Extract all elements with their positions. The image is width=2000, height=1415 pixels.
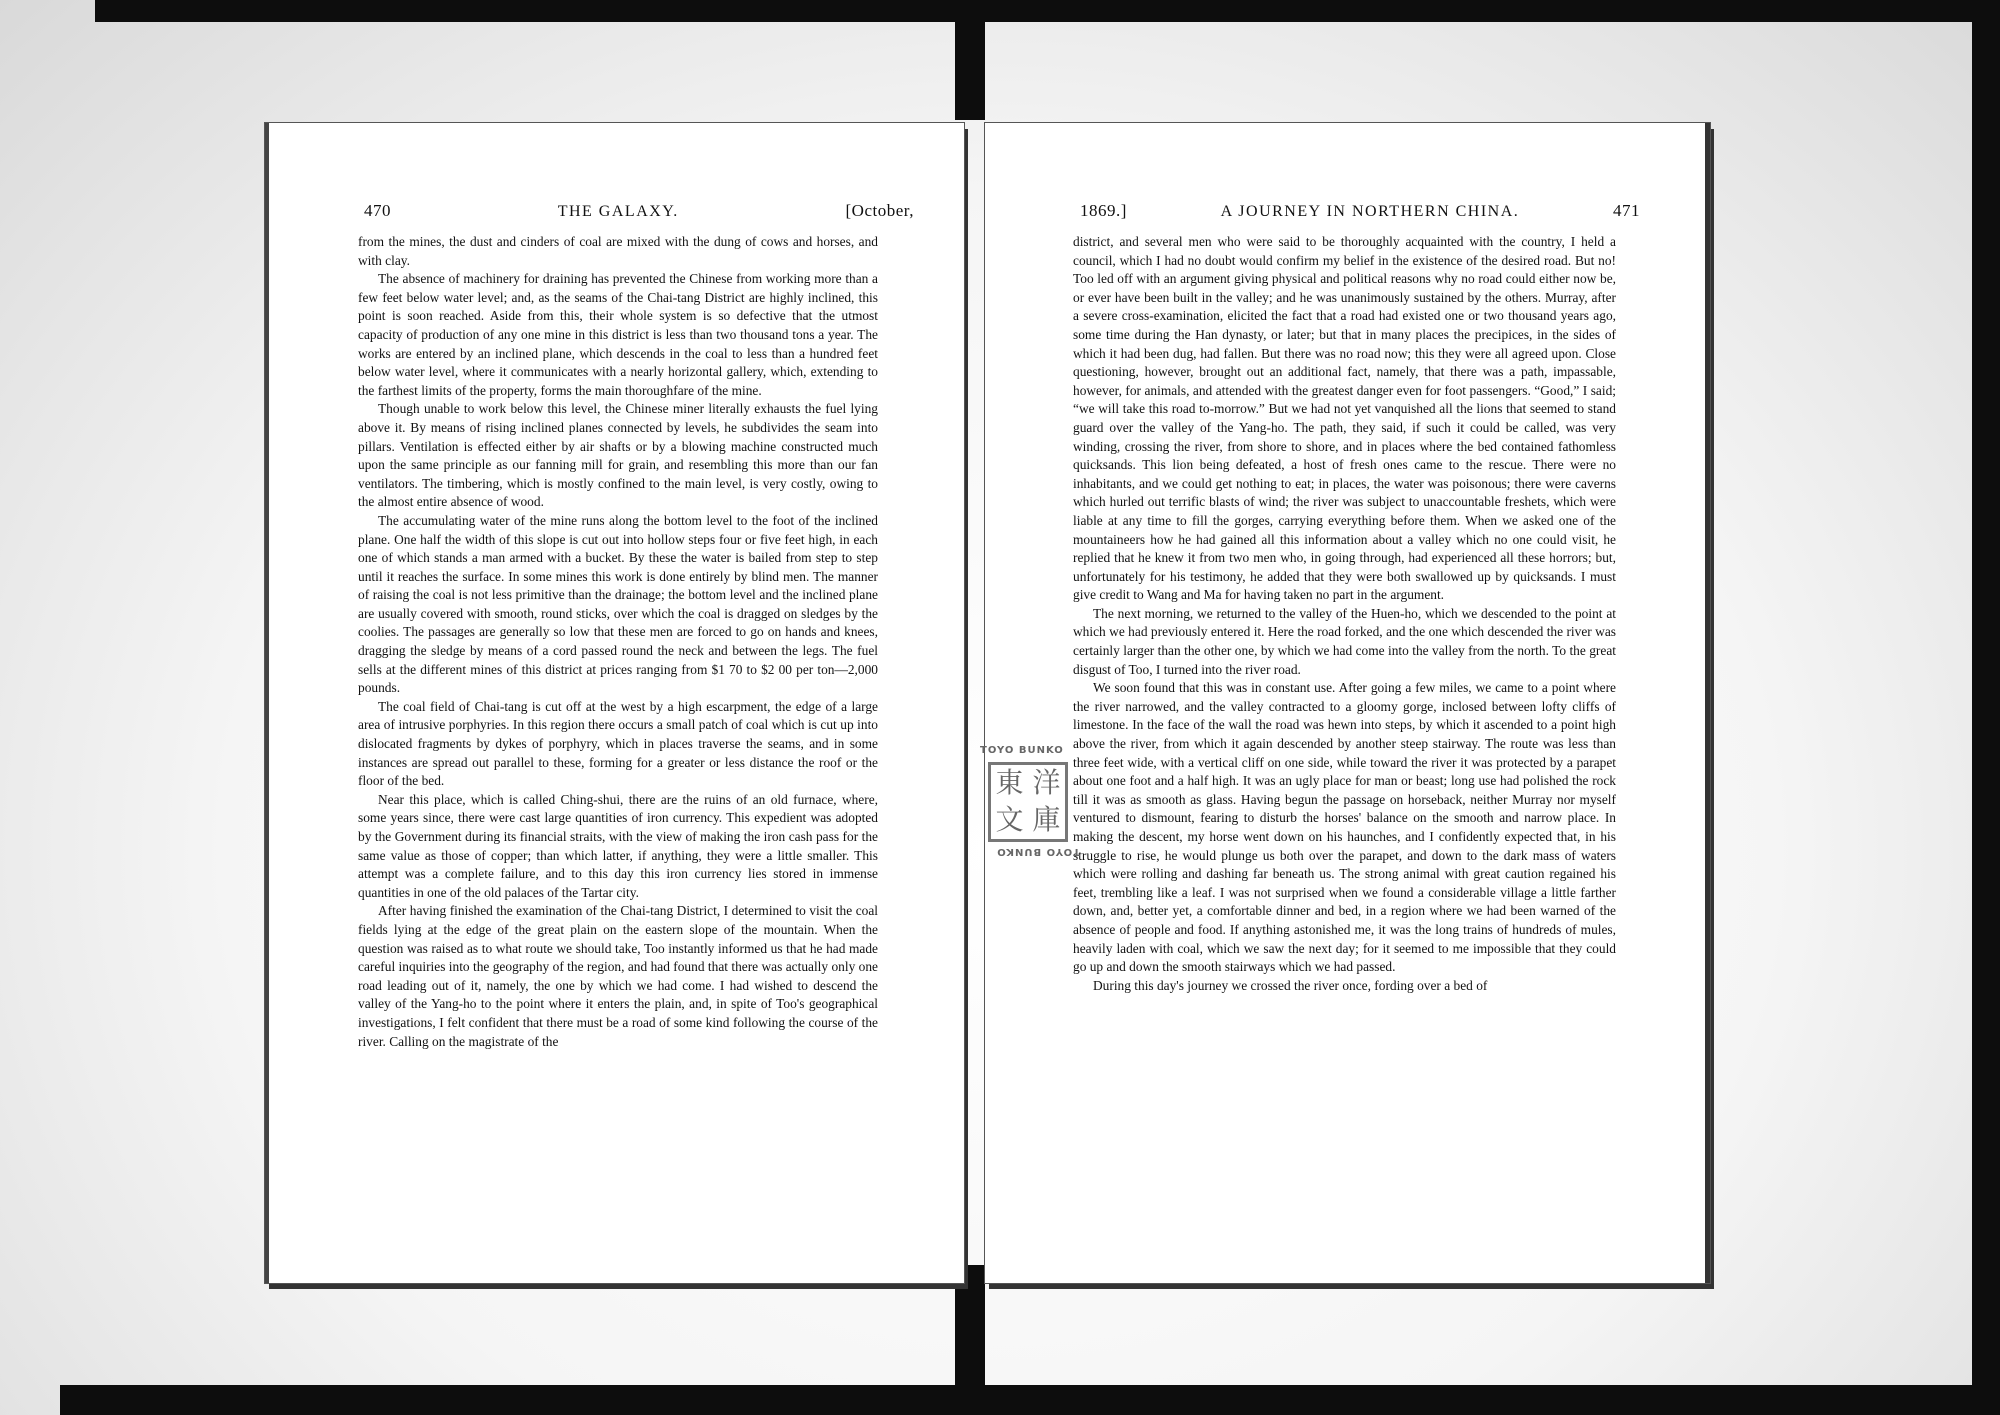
scanner-edge-right bbox=[1972, 0, 2000, 1415]
running-title: THE GALAXY. bbox=[557, 203, 679, 220]
paragraph: After having finished the examination of the Chai-tang District, I determined to visit the coal fields lying at the edge of the great plain on the eastern slope of the mountain. When the question was raised as to what route we should take, Too instantly informed us that he had made careful inquiries into the geography of the region, and had found that there was actually only one road leading out of it, namely, the one by which we had come. I had wished to descend the valley of the Yang-ho to the point where it enters the plain, and, in spite of Too's geographical investigations, I felt confident that there must be a road of some kind following the course of the river. Calling on the magistrate of the bbox=[358, 903, 878, 1049]
paragraph: Though unable to work below this level, the Chinese miner literally exhausts the fuel lying above it. By means of rising inclined planes connected by levels, he subdivides the seam into pillars. Ventilation is effected either by air shafts or by a blowing machine constructed much upon the same principle as our fanning mill for grain, and resembling this more than our fan ventilators. The timbering, which is mostly confined to the main level, is very costly, owing to the almost entire absence of wood. bbox=[358, 401, 878, 510]
stamp-glyph: 東 bbox=[995, 766, 1024, 799]
left-page-header bbox=[269, 201, 964, 221]
left-page-body bbox=[358, 233, 878, 1051]
paragraph: We soon found that this was in constant use. After going a few miles, we came to a point where the river narrowed, and the valley contracted to a gloomy gorge, inclosed between lofty cliffs of limestone. In the face of the wall the road was hewn into steps, by which it ascended to a point high above the river, from which it again descended by another steep stairway. The route was less than three feet wide, with a vertical cliff on one side, while toward the river it was protected by a parapet about one foot and a half high. It was an ugly place for man or beast; long use had polished the rock till it was as smooth as glass. Having begun the passage on horseback, neither Murray nor myself ventured to dismount, fearing to disturb the horses' balance on the smooth and narrow place. In making the descent, my horse went down on his haunches, and I confidently expected that, in his struggle to rise, he would plunge us both over the parapet, and down to the dark mass of waters which were rolling and dashing far beneath us. The strong animal with great caution regained his feet, trembling like a leaf. I was not surprised when we found a considerable village a little farther down, and, better yet, a comfortable dinner and bed, in a region where we had been warned of the absence of people and food. If anything astonished me, it was the long trains of hundreds of mules, heavily laden with coal, which we saw the next day; for it seemed to me impossible that they could go up and down the smooth stairways which we had passed. bbox=[1073, 680, 1616, 975]
date-label: 1869.] bbox=[1080, 201, 1127, 220]
date-label: [October, bbox=[845, 201, 914, 220]
stamp-glyph: 庫 bbox=[1032, 803, 1061, 836]
paragraph: district, and several men who were said to be thoroughly acquainted with the country, I held a council, which I had no doubt would confirm my belief in the existence of the desired road. But no! Too led off with an argument giving physical and political reasons why no road could either now be, or ever have been built in the valley; and he was unanimously sustained by the others. Murray, after a severe cross-examination, elicited the fact that a road had existed one or two thousand years ago, some time during the Han dynasty, or later; but that in many places the precipices, in the sides of which it had been dug, had fallen. But there was no road now; this they were all agreed upon. Close questioning, however, brought out an additional fact, namely, that there was a path, impassable, however, for animals, and attended with the greatest danger even for foot passengers. “Good,” I said; “we will take this road to-morrow.” But we had not yet vanquished all the lions that seemed to stand guard over the valley of the Yang-ho. The path, they said, if such it could be called, was very winding, crossing the river, from shore to shore, and in places where the bed contained fathomless quicksands. This lion being defeated, a host of fresh ones came to the rescue. There were no inhabitants, and we could get nothing to eat; in places, the water was poisonous; there were caverns which hurled out terrific blasts of wind; the river was subject to unaccountable freshets, which were liable at any time to fill the gorges, carrying everything before them. When we asked one of the mountaineers how he had gained all this information about a valley which no one could visit, he replied that he knew it from two men who, in going through, had experienced all these horrors; but, unfortunately for his testimony, he added that they were both swallowed up by quicksands. I must give credit to Wang and Ma for having taken no part in the argument. bbox=[1073, 234, 1616, 603]
library-stamp bbox=[980, 745, 1080, 870]
gutter-shadow-top bbox=[955, 0, 985, 120]
right-page bbox=[985, 123, 1710, 1283]
paragraph: During this day's journey we crossed the river once, fording over a bed of bbox=[1093, 977, 1488, 993]
paragraph: Near this place, which is called Ching-shui, there are the ruins of an old furnace, where, some years since, there were cast large quantities of iron currency. This expedient was adopted by the Government during its financial straits, with the view of making the iron cash pass for the same value as those of copper; than which latter, if anything, they were a little smaller. This attempt was a complete failure, and to this day this iron currency lies stored in immense quantities in one of the old palaces of the Tartar city. bbox=[358, 791, 878, 900]
scanner-edge-top bbox=[95, 0, 1990, 22]
right-page-body bbox=[1073, 233, 1616, 995]
gutter-shadow-bottom bbox=[955, 1265, 985, 1395]
stamp-bottom-text: TOYO BUNKO bbox=[996, 846, 1080, 857]
page-number: 470 bbox=[364, 201, 391, 220]
page-number: 471 bbox=[1613, 201, 1640, 220]
scanner-edge-bottom bbox=[60, 1385, 1990, 1415]
paragraph: The accumulating water of the mine runs along the bottom level to the foot of the inclined plane. One half the width of this slope is cut out into hollow steps four or five feet high, in each one of which stands a man armed with a bucket. By these the water is bailed from step to step until it reaches the surface. In some mines this work is done entirely by blind men. The manner of raising the coal is not less primitive than the drainage; the bottom level and the inclined plane are usually covered with smooth, round sticks, over which the coal is dragged on sledges by the coolies. The passages are generally so low that these men are forced to go on hands and knees, dragging the sledge by means of a cord passed round the neck and between the legs. The fuel sells at the different mines of this district at prices ranging from $1 70 to $2 00 per ton—2,000 pounds. bbox=[358, 512, 878, 696]
left-page bbox=[265, 123, 964, 1283]
paragraph: The absence of machinery for draining has prevented the Chinese from working more than a few feet below water level; and, as the seams of the Chai-tang District are highly inclined, this point is soon reached. Aside from this, their whole system is so defective that the utmost capacity of production of any one mine in this district is less than two thousand tons a year. The works are entered by an inclined plane, which descends in the coal to less than a hundred feet below water level, where it communicates with a nearly horizontal gallery, which, extending to the farthest limits of the property, forms the main thoroughfare of the mine. bbox=[358, 271, 878, 398]
running-title: A JOURNEY IN NORTHERN CHINA. bbox=[1220, 203, 1520, 220]
paragraph: The next morning, we returned to the valley of the Huen-ho, which we descended to the point at which we had previously entered it. Here the road forked, and the one which descended the river was certainly larger than the other one, by which we had come into the valley from the north. To the great disgust of Too, I turned into the river road. bbox=[1073, 605, 1616, 677]
right-page-header bbox=[985, 201, 1705, 221]
stamp-top-text: TOYO BUNKO bbox=[980, 745, 1064, 756]
paragraph: from the mines, the dust and cinders of coal are mixed with the dung of cows and horses, and with clay. bbox=[358, 234, 878, 268]
paragraph: The coal field of Chai-tang is cut off at the west by a high escarpment, the edge of a large area of intrusive porphyries. In this region there occurs a small patch of coal which is cut up into dislocated fragments by dykes of porphyry, which in places traverse the seams, and in some instances are spread out parallel to these, forming for a greater or less distance the roof or the floor of the bed. bbox=[358, 698, 878, 789]
stamp-seal bbox=[988, 762, 1068, 842]
stamp-glyph: 洋 bbox=[1032, 766, 1061, 799]
stamp-glyph: 文 bbox=[995, 803, 1024, 836]
